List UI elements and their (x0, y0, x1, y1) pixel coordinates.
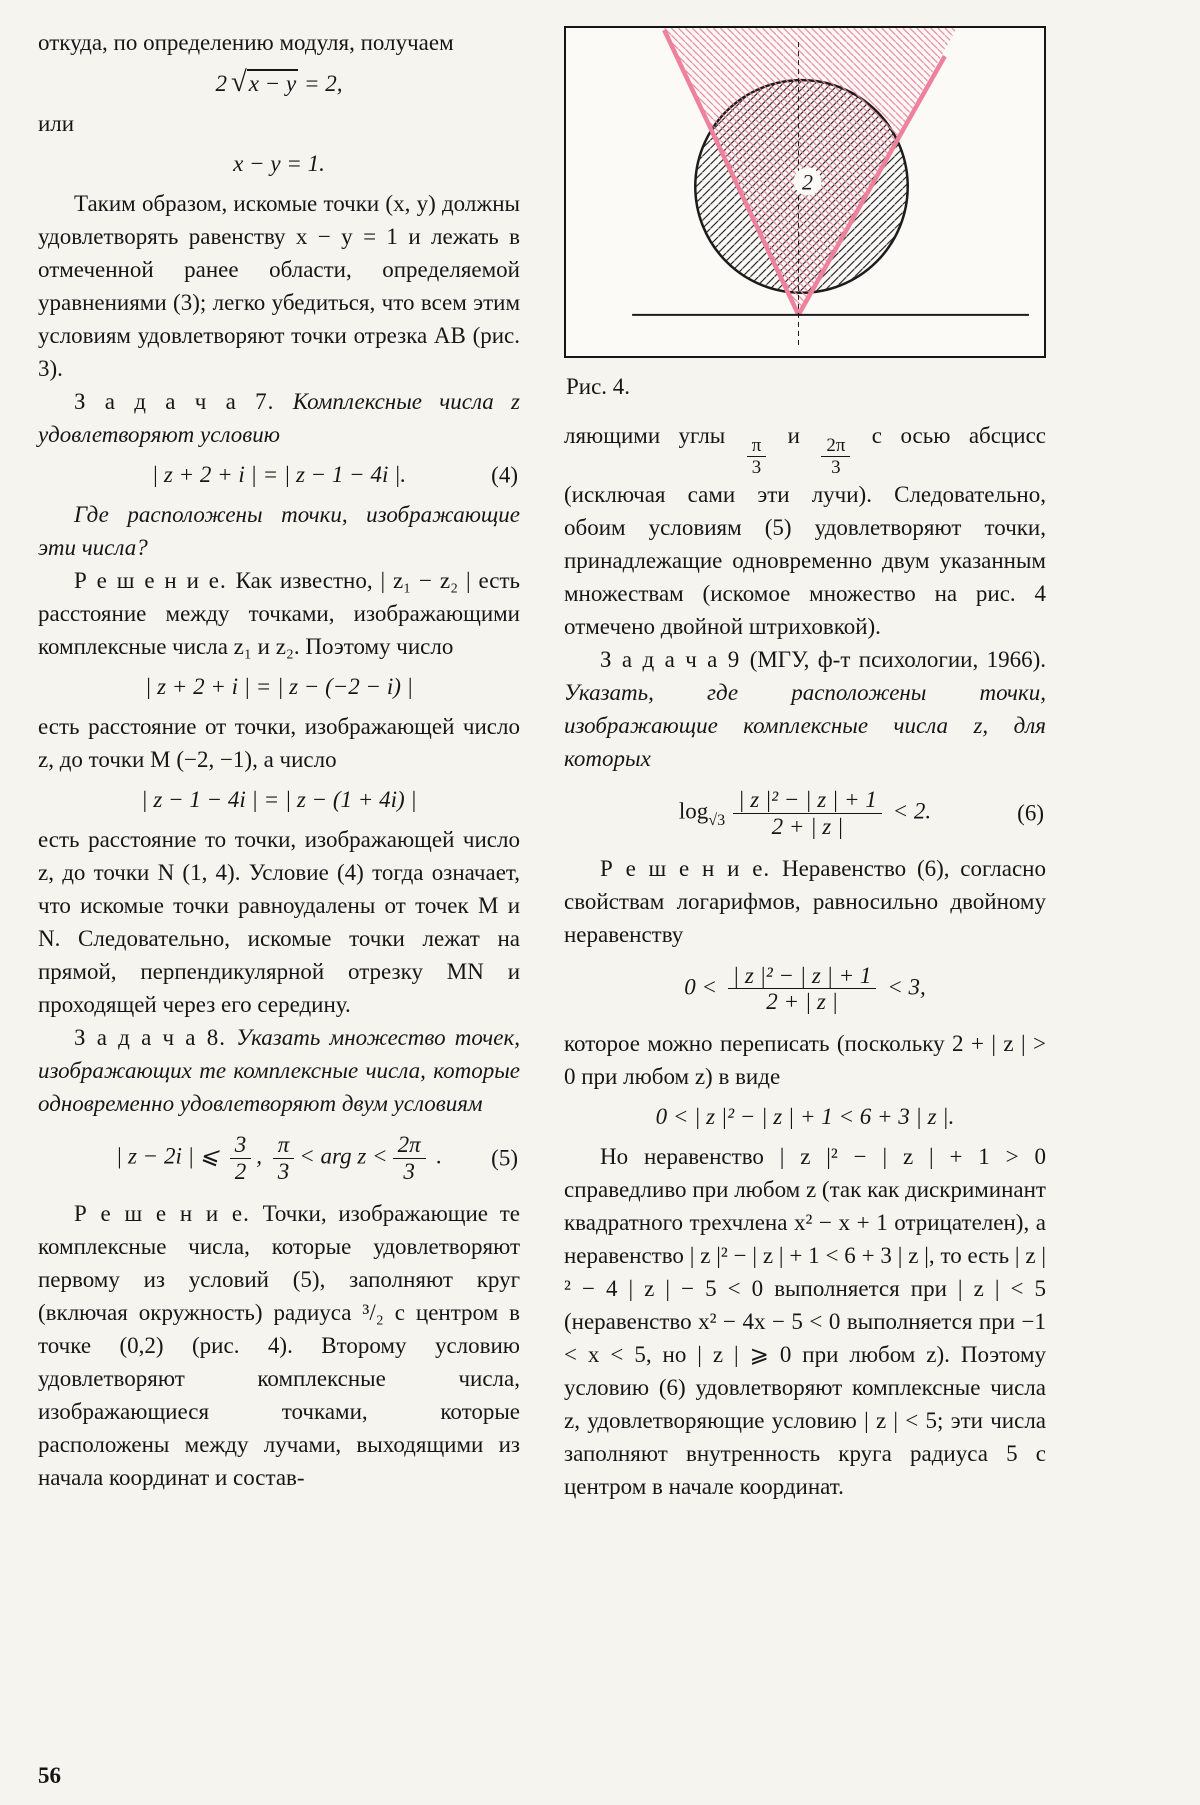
paragraph-rewrite: которое можно переписать (поскольку 2 + | z | > 0 при любом z) в виде (564, 1031, 1046, 1090)
task-9-heading (564, 643, 1046, 775)
text-segment: и (769, 423, 819, 448)
formula-x-minus-y (38, 147, 520, 180)
log-operator: log (678, 798, 709, 824)
solution-label: Р е ш е н и е. (600, 855, 782, 881)
formula-rewritten-inequality (564, 1100, 1046, 1133)
figure-caption: Рис. 4. (566, 374, 631, 399)
numerator: | z |² − | z | + 1 (728, 963, 877, 990)
task-8-label: З а д а ч а 8. (74, 1025, 237, 1050)
formula-4 (38, 458, 520, 491)
formula-6 (564, 787, 1046, 840)
solution-label: Р е ш е н и е. (74, 1200, 263, 1226)
paragraph-thus: Таким образом, искомые точки (x, y) должны удовлетворять равенству x − y = 1 и лежать в отмеченной ранее области, определяемой уравнениями (3); легко убедиться, что всем этим условиям удовлетворяют точки отрезка AB (рис. 3). (38, 191, 520, 381)
formula-5 (38, 1132, 520, 1185)
solution-9 (564, 852, 1046, 951)
radicand: x − y (248, 71, 297, 96)
circle-center-label: 2 (801, 169, 814, 195)
solution-8 (38, 1197, 520, 1494)
fraction-pi-3 (273, 1132, 295, 1185)
text-segment: с осью абсцисс (исключая сами эти лучи). Следовательно, обоим условиям (5) удовлетворяют точки, принадлежащие одновременно двум указанным множествам (искомое множество на рис. 4 отмечено двойной штриховкой). (564, 423, 1046, 640)
formula-distance-n (38, 783, 520, 816)
task-7-heading (38, 385, 520, 451)
text-segment: ляющими углы (564, 423, 744, 448)
formula-rhs: < 3, (881, 974, 926, 1000)
page-number: 56 (38, 1763, 61, 1788)
formula-text: 0 < | z |² − | z | + 1 < 6 + 3 | z |. (655, 1104, 955, 1130)
formula-relation: < 2. (886, 798, 932, 824)
fraction-2pi-3 (393, 1132, 426, 1185)
right-column (564, 26, 1046, 1503)
denominator: 2 + | z | (771, 813, 844, 839)
numerator: 2π (393, 1132, 426, 1159)
solution-text: Точки, изображающие те комплексные числа, которые удовлетворяют первому из условий (5), заполняют круг (включая окружность) радиуса ³/₂ с центром в точке (0,2) (рис. 4). Второму условию удовлетворяют комплексные числа, изображающиеся точками, которые расположены между лучами, выходящими из начала координат и состав- (38, 1200, 520, 1490)
figure-4 (564, 26, 1046, 358)
sqrt-rhs: = 2, (298, 71, 343, 96)
task-9-label: З а д а ч а 9 (600, 647, 750, 673)
denominator: 2 (234, 1158, 247, 1184)
paragraph-point-m: есть расстояние от точки, изображающей число z, до точки M (−2, −1), а число (38, 714, 520, 772)
figure-4-drawing (566, 28, 1044, 356)
paragraph-point-n: есть расстояние то точки, изображающей число z, до точки N (1, 4). Условие (4) тогда означает, что искомые точки равноудалены от точек M и N. Следовательно, искомые точки лежат на прямой, перпендикулярной отрезку MN и проходящей через его середину. (38, 827, 520, 1017)
numerator: π (747, 435, 767, 457)
numerator: π (273, 1132, 295, 1159)
paragraph-or: или (38, 111, 75, 136)
numerator: | z |² − | z | + 1 (733, 787, 882, 814)
denominator: 3 (831, 457, 841, 479)
left-column (38, 26, 520, 1503)
denominator: 3 (751, 457, 762, 479)
two-column-layout (38, 26, 1160, 1503)
formula-text: | z + 2 + i | = | z − (−2 − i) | (145, 674, 413, 699)
question-7: Где расположены точки, изображающие эти числа? (38, 502, 520, 560)
formula-lhs: | z − 2i | ⩽ (115, 1143, 225, 1169)
formula-end: . (430, 1143, 443, 1169)
denominator: 3 (277, 1158, 290, 1184)
task-8-statement: Указать множество точек, изображающих те комплексные числа, которые одновременно удовлетворяют двум условиям (38, 1025, 520, 1116)
radical-sign: √ (231, 66, 247, 98)
solution-label: Р е ш е н и е. (74, 568, 236, 593)
task-8-heading (38, 1021, 520, 1120)
task-9-statement: Указать, где расположены точки, изображающие комплексные числа z, для которых (564, 680, 1046, 772)
formula-lhs: 0 < (684, 974, 723, 1000)
sqrt-coefficient: 2 (215, 71, 227, 96)
formula-separator: , (256, 1143, 268, 1169)
formula-text: | z + 2 + i | = | z − 1 − 4i |. (151, 462, 407, 487)
formula-distance-m (38, 670, 520, 703)
solution-7 (38, 564, 520, 663)
log-base: √3 (708, 811, 726, 829)
numerator: 2π (821, 435, 850, 457)
task-7-statement: Комплексные числа z удовлетворяют условию (38, 389, 520, 447)
paragraph-conclusion: Но неравенство | z |² − | z | + 1 > 0 справедливо при любом z (так как дискриминант квадратного трехчлена x² − x + 1 отрицателен), а неравенство | z |² − | z | + 1 < 6 + 3 | z |, то есть | z |² − 4 | z | − 5 < 0 выполняется при | z | < 5 (неравенство x² − 4x − 5 < 0 выполняется при −1 < x < 5, но | z | ⩾ 0 при любом z). Поэтому условию (6) удовлетворяют комплексные числа z, удовлетворяющие условию | z | < 5; эти числа заполняют внутренность круга радиуса 5 с центром в начале координат. (564, 1144, 1046, 1500)
fraction-pi-3 (747, 435, 767, 478)
fraction-3-2 (230, 1132, 252, 1185)
equation-number-6: (6) (1017, 800, 1044, 826)
numerator: 3 (230, 1132, 252, 1159)
denominator: 2 + | z | (766, 989, 838, 1015)
formula-sqrt (38, 66, 520, 100)
task-7-label: З а д а ч а 7. (74, 389, 293, 414)
fraction-log-argument (733, 787, 882, 840)
paragraph-intro: откуда, по определению модуля, получаем (38, 30, 454, 55)
solution-text: Как известно, | z₁ − z₂ | есть расстояние между точками, изображающими комплексные числа z₁ и z₂. Поэтому число (38, 568, 520, 659)
equation-number-5: (5) (491, 1145, 518, 1171)
task-9-source: (МГУ, ф-т психологии, 1966). (749, 647, 1047, 673)
formula-text: x − y = 1. (233, 151, 325, 176)
formula-mid: < arg z < (299, 1143, 388, 1169)
equation-number-4: (4) (491, 462, 518, 487)
denominator: 3 (403, 1158, 415, 1184)
formula-text: | z − 1 − 4i | = | z − (1 + 4i) | (141, 787, 417, 812)
paragraph-rays (564, 419, 1046, 643)
fraction-2pi-3 (821, 435, 850, 478)
solution-text: Неравенство (6), согласно свойствам логарифмов, равносильно двойному неравенству (564, 855, 1046, 947)
formula-double-inequality (564, 963, 1046, 1016)
fraction-argument (728, 963, 877, 1016)
